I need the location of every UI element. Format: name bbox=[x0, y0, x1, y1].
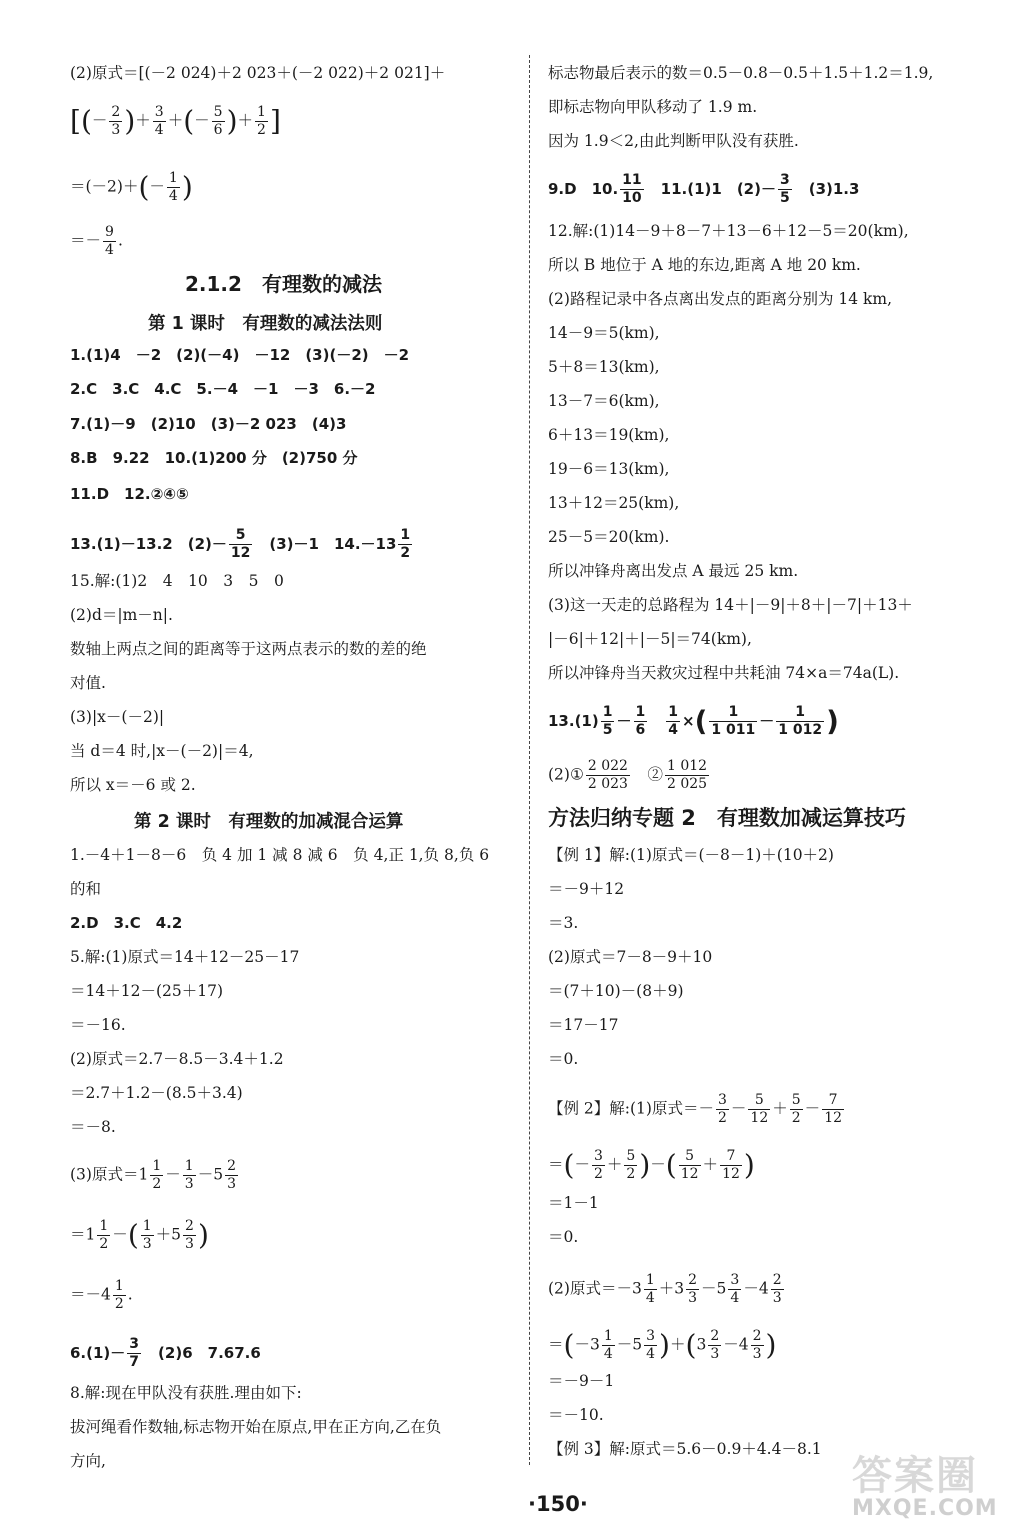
text-line: (2)原式＝2.7－8.5－3.4＋1.2 bbox=[70, 1050, 284, 1068]
fraction: $\frac{3}{7}$ bbox=[129, 1336, 140, 1370]
fraction: $\frac{5}{12}$ bbox=[680, 1148, 699, 1182]
text-line: ＝3. bbox=[548, 914, 579, 932]
fraction: $\frac{1 012}{2 025}$ bbox=[666, 758, 708, 792]
fraction: $\frac{7}{12}$ bbox=[824, 1092, 843, 1126]
fraction: $\frac{3}{2}$ bbox=[593, 1148, 603, 1182]
text-line: 1.－4＋1－8－6 负 4 加 1 减 8 减 6 负 4,正 1,负 8,负 6 bbox=[70, 846, 490, 864]
answer-line: 2.C 3.C 4.C 5.－4 －1 －3 6.－2 bbox=[70, 380, 376, 398]
text-line: (3)|x－(－2)| bbox=[70, 708, 165, 726]
text-line: 6＋13＝19(km), bbox=[548, 426, 670, 444]
text-line: 25－5＝20(km). bbox=[548, 528, 670, 546]
fraction: $\frac{3}{5}$ bbox=[779, 172, 790, 206]
fraction: $\frac{1}{2}$ bbox=[99, 1218, 109, 1252]
text-line: 5.解:(1)原式＝14＋12－25－17 bbox=[70, 948, 300, 966]
text-line: ＝0. bbox=[548, 1050, 579, 1068]
fraction: $\frac{2}{3}$ bbox=[752, 1328, 762, 1362]
fraction: $\frac{1}{4}$ bbox=[603, 1328, 613, 1362]
text-line: ＝－9－1 bbox=[548, 1372, 615, 1390]
text-line: (2)d＝|m－n|. bbox=[70, 606, 173, 624]
text-line: 当 d＝4 时,|x－(－2)|＝4, bbox=[70, 742, 254, 760]
text-line: ＝0. bbox=[548, 1228, 579, 1246]
text-line: ＝－16. bbox=[70, 1016, 126, 1034]
text-line: 【例 1】解:(1)原式＝(－8－1)＋(10＋2) bbox=[548, 846, 834, 864]
math-line: ＝(－2)＋(－ $\frac{1}{4}$ ) bbox=[70, 170, 193, 204]
fraction: $\frac{1}{1 012}$ bbox=[778, 704, 823, 738]
math-line: ＝(－ $\frac{3}{2}$ ＋ $\frac{5}{2}$ )－( $\frac{5}{12}$ ＋ $\frac{7}{12}$ ) bbox=[548, 1148, 755, 1182]
answer-line: 2.D 3.C 4.2 bbox=[70, 914, 183, 932]
lesson-title: 第 2 课时 有理数的加减混合运算 bbox=[134, 812, 404, 832]
math-line: ＝1 $\frac{1}{2}$ －( $\frac{1}{3}$ ＋5 $\frac{2}{3}$ ) bbox=[70, 1218, 209, 1252]
text-line: 14－9＝5(km), bbox=[548, 324, 660, 342]
text-line: 【例 3】解:原式＝5.6－0.9＋4.4－8.1 bbox=[548, 1440, 822, 1458]
math-line: (2)原式＝－3 $\frac{1}{4}$ ＋3 $\frac{2}{3}$ －5 $\frac{3}{4}$ －4 $\frac{2}{3}$ bbox=[548, 1272, 782, 1306]
text-line: 5＋8＝13(km), bbox=[548, 358, 660, 376]
column-divider bbox=[529, 55, 530, 1465]
text-line: ＝14＋12－(25＋17) bbox=[70, 982, 223, 1000]
fraction: $\frac{9}{4}$ bbox=[105, 224, 114, 258]
text-line: ＝－10. bbox=[548, 1406, 604, 1424]
text-line: ＝－8. bbox=[70, 1118, 116, 1136]
fraction: $\frac{5}{6}$ bbox=[213, 104, 223, 138]
text-line: 因为 1.9＜2,由此判断甲队没有获胜. bbox=[548, 132, 799, 150]
lesson-title: 第 1 课时 有理数的减法法则 bbox=[148, 314, 383, 334]
text-line: (2)原式＝[(－2 024)＋2 023＋(－2 022)＋2 021]＋ bbox=[70, 64, 446, 82]
page-number: ·150· bbox=[528, 1492, 588, 1516]
math-line: ＝－4 $\frac{1}{2}$ . bbox=[70, 1278, 133, 1312]
answer-line: 11.D 12.②④⑤ bbox=[70, 485, 189, 503]
text-line: 所以 x＝－6 或 2. bbox=[70, 776, 196, 794]
section-title: 2.1.2 有理数的减法 bbox=[185, 272, 382, 296]
fraction: $\frac{1}{2}$ bbox=[400, 527, 411, 561]
fraction: $\frac{1}{2}$ bbox=[114, 1278, 124, 1312]
fraction: $\frac{3}{4}$ bbox=[154, 104, 164, 138]
math-line: ＝(－3 $\frac{1}{4}$ －5 $\frac{3}{4}$ )＋(3 $\frac{2}{3}$ －4 $\frac{2}{3}$ ) bbox=[548, 1328, 777, 1362]
answer-line: 9.D 10. $\frac{11}{10}$ 11.(1)1 (2)－ $\frac{3}{5}$ (3)1.3 bbox=[548, 172, 860, 206]
answer-line: 8.B 9.22 10.(1)200 分 (2)750 分 bbox=[70, 449, 358, 467]
fraction: $\frac{1}{2}$ bbox=[152, 1158, 162, 1192]
math-line: 【例 2】解:(1)原式＝－ $\frac{3}{2}$ － $\frac{5}{12}$ ＋ $\frac{5}{2}$ － $\frac{7}{12}$ bbox=[548, 1092, 843, 1126]
math-line: (2)① $\frac{2 022}{2 023}$ ② $\frac{1 012}{2 025}$ bbox=[548, 758, 708, 792]
fraction: $\frac{3}{2}$ bbox=[717, 1092, 727, 1126]
fraction: $\frac{2}{3}$ bbox=[688, 1272, 698, 1306]
text-line: 拔河绳看作数轴,标志物开始在原点,甲在正方向,乙在负 bbox=[70, 1418, 442, 1436]
text-line: ＝2.7＋1.2－(8.5＋3.4) bbox=[70, 1084, 243, 1102]
text-line: 数轴上两点之间的距离等于这两点表示的数的差的绝 bbox=[70, 640, 427, 658]
text-line: 即标志物向甲队移动了 1.9 m. bbox=[548, 98, 758, 116]
answer-line: 7.(1)－9 (2)10 (3)－2 023 (4)3 bbox=[70, 415, 347, 433]
text-line: 所以冲锋舟当天救灾过程中共耗油 74×a＝74a(L). bbox=[548, 664, 900, 682]
text-line: 13－7＝6(km), bbox=[548, 392, 660, 410]
fraction: $\frac{1}{1 011}$ bbox=[711, 704, 756, 738]
fraction: $\frac{3}{4}$ bbox=[730, 1272, 740, 1306]
text-line: (2)路程记录中各点离出发点的距离分别为 14 km, bbox=[548, 290, 893, 308]
answer-line: 1.(1)4 －2 (2)(－4) －12 (3)(－2) －2 bbox=[70, 346, 410, 364]
watermark-site: MXQE.COM bbox=[852, 1496, 998, 1521]
fraction: $\frac{1}{5}$ bbox=[602, 704, 613, 738]
fraction: $\frac{1}{4}$ bbox=[168, 170, 178, 204]
text-line: 所以 B 地位于 A 地的东边,距离 A 地 20 km. bbox=[548, 256, 861, 274]
text-line: 13＋12＝25(km), bbox=[548, 494, 680, 512]
text-line: (2)原式＝7－8－9＋10 bbox=[548, 948, 713, 966]
text-line: 对值. bbox=[70, 674, 106, 692]
text-line: ＝－9＋12 bbox=[548, 880, 625, 898]
watermark-logo: 答案圈 bbox=[852, 1453, 978, 1499]
fraction: $\frac{2}{3}$ bbox=[772, 1272, 782, 1306]
fraction: $\frac{1}{6}$ bbox=[635, 704, 646, 738]
fraction: $\frac{2 022}{2 023}$ bbox=[587, 758, 628, 792]
text-line: 标志物最后表示的数＝0.5－0.8－0.5＋1.5＋1.2＝1.9, bbox=[548, 64, 934, 82]
fraction: $\frac{1}{4}$ bbox=[645, 1272, 655, 1306]
text-line: ＝1－1 bbox=[548, 1194, 599, 1212]
text-line: 19－6＝13(km), bbox=[548, 460, 670, 478]
text-line: 12.解:(1)14－9＋8－7＋13－6＋12－5＝20(km), bbox=[548, 222, 909, 240]
answer-line: 13.(1)－13.2 (2)－ $\frac{5}{12}$ (3)－1 14.－13 $\frac{1}{2}$ bbox=[70, 527, 411, 561]
fraction: $\frac{2}{3}$ bbox=[227, 1158, 236, 1192]
method-title: 方法归纳专题 2 有理数加减运算技巧 bbox=[548, 806, 906, 830]
fraction: $\frac{2}{3}$ bbox=[710, 1328, 720, 1362]
answer-line: 6.(1)－ $\frac{3}{7}$ (2)6 7.67.6 bbox=[70, 1336, 261, 1370]
text-line: 15.解:(1)2 4 10 3 5 0 bbox=[70, 572, 284, 590]
fraction: $\frac{1}{3}$ bbox=[184, 1158, 194, 1192]
fraction: $\frac{2}{3}$ bbox=[111, 104, 121, 138]
fraction: $\frac{5}{12}$ bbox=[750, 1092, 769, 1126]
fraction: $\frac{11}{10}$ bbox=[622, 172, 642, 206]
text-line: ＝17－17 bbox=[548, 1016, 619, 1034]
fraction: $\frac{2}{3}$ bbox=[185, 1218, 194, 1252]
text-line: ＝(7＋10)－(8＋9) bbox=[548, 982, 684, 1000]
math-line: ＝－ $\frac{9}{4}$ . bbox=[70, 224, 123, 258]
text-line: 方向, bbox=[70, 1452, 106, 1470]
fraction: $\frac{1}{2}$ bbox=[257, 104, 266, 138]
text-line: |－6|＋12|＋|－5|＝74(km), bbox=[548, 630, 752, 648]
fraction: $\frac{1}{3}$ bbox=[142, 1218, 152, 1252]
math-line: (3)原式＝1 $\frac{1}{2}$ － $\frac{1}{3}$ －5 $\frac{2}{3}$ bbox=[70, 1158, 236, 1192]
fraction: $\frac{3}{4}$ bbox=[646, 1328, 656, 1362]
text-line: 的和 bbox=[70, 880, 102, 898]
text-line: (3)这一天走的总路程为 14＋|－9|＋8＋|－7|＋13＋ bbox=[548, 596, 913, 614]
text-line: 所以冲锋舟离出发点 A 最远 25 km. bbox=[548, 562, 799, 580]
math-line: [(－ $\frac{2}{3}$ )＋ $\frac{3}{4}$ ＋(－ $\frac{5}{6}$ )＋ $\frac{1}{2}$ ] bbox=[70, 104, 281, 138]
fraction: $\frac{5}{12}$ bbox=[230, 527, 251, 561]
answer-line: 13.(1) $\frac{1}{5}$ － $\frac{1}{6}$ $\frac{1}{4}$ ×( $\frac{1}{1 011}$ － $\frac{1}{1 012}$ ) bbox=[548, 704, 839, 738]
fraction: $\frac{1}{4}$ bbox=[668, 704, 679, 738]
fraction: $\frac{5}{2}$ bbox=[626, 1148, 636, 1182]
fraction: $\frac{5}{2}$ bbox=[791, 1092, 801, 1126]
fraction: $\frac{7}{12}$ bbox=[722, 1148, 740, 1182]
text-line: 8.解:现在甲队没有获胜.理由如下: bbox=[70, 1384, 302, 1402]
